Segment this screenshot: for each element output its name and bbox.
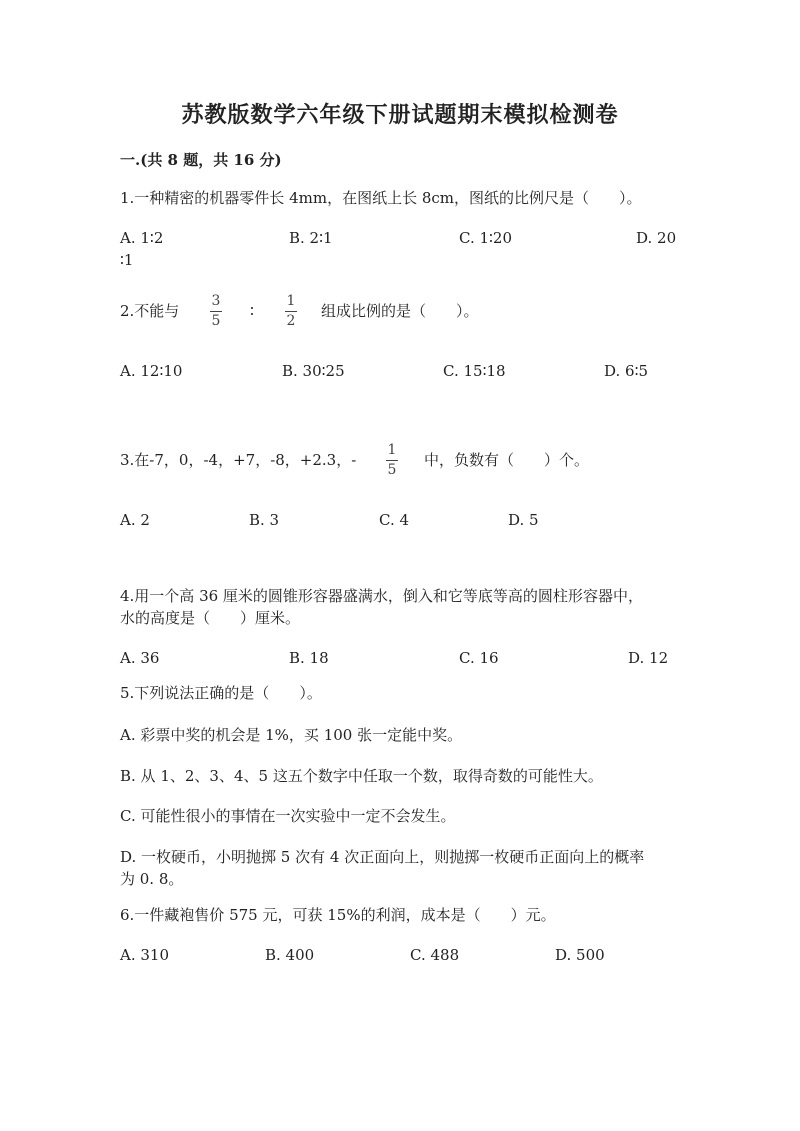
question-5-option-a: A. 彩票中奖的机会是 1%，买 100 张一定能中奖。: [120, 726, 463, 744]
fraction-denominator: 5: [387, 462, 397, 478]
question-3-option-d: D. 5: [508, 511, 539, 529]
question-2-option-c: C. 15∶18: [443, 362, 506, 380]
question-4-option-c: C. 16: [459, 649, 499, 667]
question-5-option-d-line-1: D. 一枚硬币，小明抛掷 5 次有 4 次正面向上，则抛掷一枚硬币正面向上的概率: [120, 848, 645, 866]
question-2-option-a: A. 12∶10: [120, 362, 183, 380]
question-2-prefix: 2.不能与: [120, 302, 180, 320]
fraction-numerator: 3: [211, 293, 221, 309]
question-5-stem: 5.下列说法正确的是（ ）。: [120, 684, 322, 702]
question-4-line-1: 4.用一个高 36 厘米的圆锥形容器盛满水，倒入和它等底等高的圆柱形容器中，: [120, 587, 643, 605]
question-3-option-a: A. 2: [120, 511, 150, 529]
question-6-option-c: C. 488: [410, 946, 460, 964]
question-6-stem: 6.一件藏袍售价 575 元，可获 15%的利润，成本是（ ）元。: [120, 906, 556, 924]
question-2-option-b: B. 30∶25: [282, 362, 345, 380]
question-3-option-c: C. 4: [379, 511, 410, 529]
fraction-denominator: 5: [211, 313, 221, 329]
question-5-option-c: C. 可能性很小的事情在一次实验中一定不会发生。: [120, 807, 456, 825]
question-4-option-b: B. 18: [289, 649, 329, 667]
section-heading: 一.(共 8 题，共 16 分): [120, 151, 282, 169]
question-1-option-c: C. 1∶20: [459, 229, 513, 247]
question-1-stem: 1.一种精密的机器零件长 4mm，在图纸上长 8cm，图纸的比例尺是（ ）。: [120, 189, 642, 207]
question-5-option-b: B. 从 1、2、3、4、5 这五个数字中任取一个数，取得奇数的可能性大。: [120, 767, 603, 785]
question-6-option-a: A. 310: [120, 946, 169, 964]
fraction-1-5: [386, 443, 398, 478]
question-4-line-2: 水的高度是（ ）厘米。: [120, 609, 301, 627]
question-1-option-d-wrap: ∶1: [120, 251, 134, 269]
question-4-option-d: D. 12: [628, 649, 669, 667]
fraction-3-5: [210, 294, 222, 329]
fraction-bar: [386, 460, 398, 461]
fraction-1-2: [285, 294, 297, 329]
question-1-option-b: B. 2∶1: [289, 229, 333, 247]
fraction-bar: [285, 311, 297, 312]
fraction-denominator: 2: [286, 313, 296, 329]
question-2-option-d: D. 6∶5: [604, 362, 649, 380]
ratio-colon: ∶: [250, 302, 254, 320]
question-3-suffix: 中，负数有（ ）个。: [424, 451, 590, 469]
fraction-numerator: 1: [387, 442, 397, 458]
fraction-bar: [210, 311, 222, 312]
question-6-option-d: D. 500: [555, 946, 605, 964]
question-1-option-d: D. 20: [636, 229, 677, 247]
question-5-option-d-line-2: 为 0. 8。: [120, 870, 184, 888]
question-3-prefix: 3.在-7，0，-4，+7，-8，+2.3，-: [120, 451, 357, 469]
question-2-suffix: 组成比例的是（ ）。: [321, 302, 479, 320]
page-title: 苏教版数学六年级下册试题期末模拟检测卷: [181, 102, 619, 128]
fraction-numerator: 1: [286, 293, 296, 309]
question-3-option-b: B. 3: [249, 511, 280, 529]
question-4-option-a: A. 36: [120, 649, 160, 667]
question-6-option-b: B. 400: [265, 946, 315, 964]
question-1-option-a: A. 1∶2: [120, 229, 164, 247]
